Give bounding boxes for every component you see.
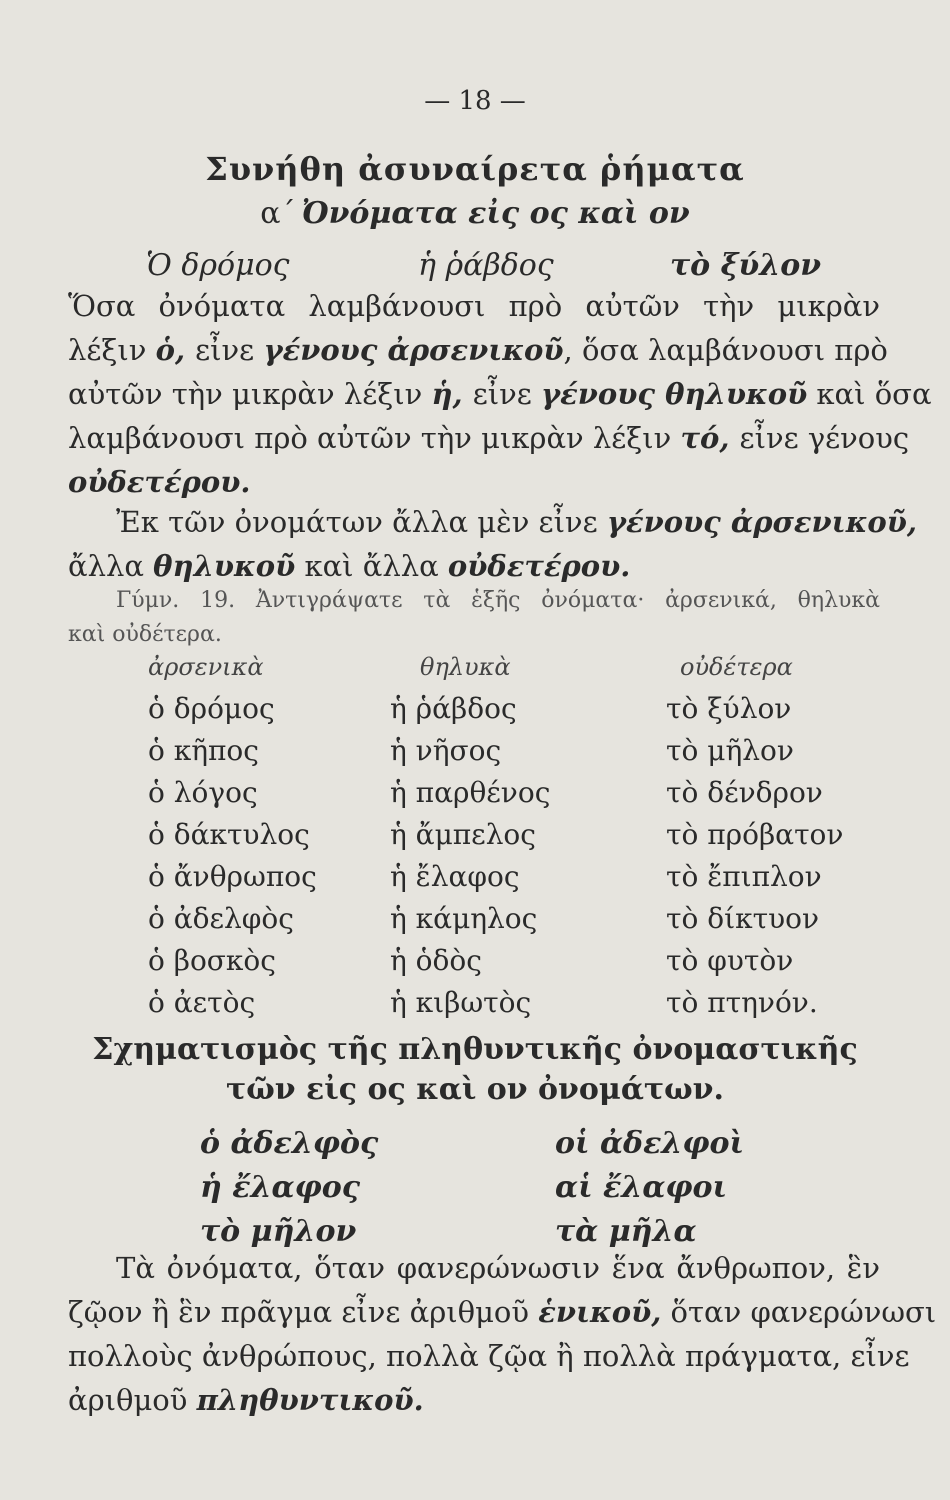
- paragraph-line: [68, 500, 917, 544]
- text-run: καὶ ἄλλα: [295, 549, 448, 583]
- paragraph-line: [68, 460, 880, 504]
- article-o: ὁ,: [155, 333, 196, 367]
- text-run: εἶνε γένους: [739, 421, 910, 455]
- text-run: Ἐκ τῶν ὀνομάτων ἄλλα μὲν εἶνε: [116, 505, 607, 539]
- paragraph-line: [68, 328, 888, 372]
- list-item: ἡ ὁδὸς: [390, 944, 482, 977]
- paragraph-genders: [68, 284, 932, 504]
- column-header: οὐδέτερα: [680, 653, 793, 681]
- paragraph-line: Τὰ ὀνόματα, ὅταν φανερώνωσιν ἕνα ἄνθρωπον, ἓν: [116, 1251, 880, 1285]
- term-masculine: γένους ἀρσενικοῦ: [263, 333, 564, 367]
- singular-examples: [200, 1122, 378, 1254]
- article-to: τό,: [680, 421, 740, 455]
- list-item: ὁ ἀδελφὸς: [148, 902, 294, 935]
- text-run: ἄλλα: [68, 549, 154, 583]
- plural-example: οἱ ἀδελφοὶ: [555, 1126, 745, 1161]
- list-item: ὁ ἄνθρωπος: [148, 860, 317, 893]
- plural-examples: [555, 1122, 744, 1254]
- text-run: καὶ ὅσα: [807, 377, 932, 411]
- list-item: ὁ ἀετὸς: [148, 986, 256, 1019]
- list-item: ἡ ἔλαφος: [390, 860, 520, 893]
- term-singular: ἑνικοῦ,: [538, 1295, 662, 1329]
- list-item: τὸ φυτὸν: [666, 944, 794, 977]
- list-item: ὁ λόγος: [148, 776, 258, 809]
- column-header: θηλυκὰ: [420, 653, 511, 681]
- list-item: τὸ δένδρον: [666, 776, 823, 809]
- subsection-heading: [0, 196, 950, 231]
- plural-example: τὰ μῆλα: [555, 1214, 697, 1249]
- text-run: λαμβάνουσι πρὸ αὐτῶν τὴν μικρὰν λέξιν: [68, 421, 681, 455]
- list-item: ἡ ἄμπελος: [390, 818, 536, 851]
- example-feminine: ἡ ῥάβδος: [418, 248, 554, 283]
- column-masculine: [148, 646, 317, 1024]
- list-item: τὸ δίκτυον: [666, 902, 819, 935]
- text-run: εἶνε: [195, 333, 264, 367]
- plural-heading: [0, 1030, 950, 1110]
- column-header: ἀρσενικὰ: [148, 653, 264, 681]
- example-masculine: Ὁ δρόμος: [146, 248, 290, 283]
- paragraph-line: [68, 544, 880, 588]
- term-masculine: γένους ἀρσενικοῦ,: [606, 505, 917, 539]
- text-run: λέξιν: [68, 333, 156, 367]
- paragraph-line: [68, 416, 910, 460]
- term-neuter: οὐδετέρου.: [447, 549, 631, 583]
- plural-heading-line: Σχηματισμὸς τῆς πληθυντικῆς ὀνομαστικῆς: [92, 1032, 858, 1067]
- text-run: ζῷον ἢ ἓν πρᾶγμα εἶνε ἀριθμοῦ: [68, 1295, 539, 1329]
- exercise-line: καὶ οὐδέτερα.: [68, 622, 222, 647]
- list-item: ἡ κιβωτὸς: [390, 986, 532, 1019]
- text-run: ὅταν φανερώνωσι: [661, 1295, 937, 1329]
- paragraph-number: [68, 1246, 937, 1422]
- list-item: ὁ δρόμος: [148, 692, 275, 725]
- term-feminine: θηλυκοῦ: [153, 549, 296, 583]
- paragraph-line: [68, 1378, 880, 1422]
- section-title: Συνήθη ἀσυναίρετα ῥήματα: [205, 150, 745, 188]
- term-neuter: οὐδετέρου.: [68, 465, 251, 499]
- list-item: τὸ μῆλον: [666, 734, 794, 767]
- term-plural: πληθυντικοῦ.: [196, 1383, 424, 1417]
- list-item: ἡ παρθένος: [390, 776, 551, 809]
- paragraph-line: [68, 1290, 937, 1334]
- list-item: ἡ κάμηλος: [390, 902, 538, 935]
- list-item: ὁ βοσκὸς: [148, 944, 276, 977]
- text-run: , ὅσα λαμβάνουσι πρὸ: [563, 333, 888, 367]
- list-item: ὁ δάκτυλος: [148, 818, 310, 851]
- paragraph-line: [68, 372, 932, 416]
- article-i: ἡ,: [431, 377, 473, 411]
- paragraph-line: Ὅσα ὀνόματα λαμβάνουσι πρὸ αὐτῶν τὴν μικρὰν: [68, 289, 880, 323]
- singular-example: ἡ ἔλαφος: [200, 1170, 361, 1205]
- column-neuter: [666, 646, 843, 1024]
- list-item: ἡ ῥάβδος: [390, 692, 517, 725]
- list-item: τὸ ξύλον: [666, 692, 792, 725]
- paragraph-line: πολλοὺς ἀνθρώπους, πολλὰ ζῷα ἢ πολλὰ πράγματα, εἶνε: [68, 1339, 910, 1373]
- column-feminine: [390, 646, 550, 1024]
- list-item: τὸ πρόβατον: [666, 818, 844, 851]
- exercise-instruction: [68, 584, 880, 652]
- text-run: αὐτῶν τὴν μικρὰν λέξιν: [68, 377, 432, 411]
- subsection-number: α΄: [260, 196, 296, 231]
- page-number: — 18 —: [424, 86, 526, 116]
- paragraph-noun-genders: [68, 500, 917, 588]
- list-item: τὸ ἔπιπλον: [666, 860, 822, 893]
- exercise-line: Γύμν. 19. Ἀντιγράψατε τὰ ἑξῆς ὀνόματα· ἀρσενικά, θηλυκὰ: [116, 588, 880, 613]
- list-item: τὸ πτηνόν.: [666, 986, 818, 1019]
- subsection-title: Ὀνόματα εἰς ος καὶ ον: [301, 196, 690, 231]
- plural-heading-line: τῶν εἰς ος καὶ ον ὀνομάτων.: [226, 1072, 724, 1107]
- term-feminine: γένους θηλυκοῦ: [541, 377, 808, 411]
- text-run: εἶνε: [472, 377, 541, 411]
- list-item: ὁ κῆπος: [148, 734, 259, 767]
- example-neuter: τὸ ξύλον: [670, 248, 822, 283]
- singular-example: τὸ μῆλον: [200, 1214, 357, 1249]
- plural-example: αἱ ἔλαφοι: [555, 1170, 728, 1205]
- list-item: ἡ νῆσος: [390, 734, 502, 767]
- text-run: ἀριθμοῦ: [68, 1383, 197, 1417]
- singular-example: ὁ ἀδελφὸς: [200, 1126, 379, 1161]
